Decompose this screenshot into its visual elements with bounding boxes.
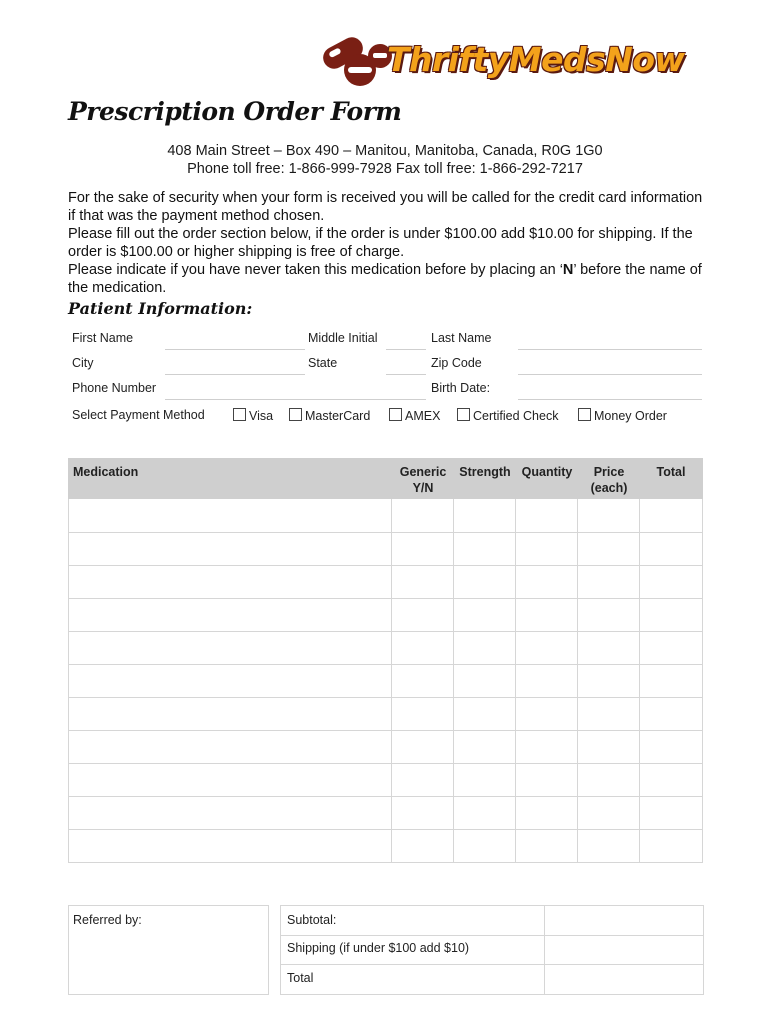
instruction-shipping: Please fill out the order section below, if the order is under $100.00 add $10.00 for shipping. If the order is $100.00 or higher shipping is free of charge.	[68, 226, 693, 260]
zip-code-label: Zip Code	[431, 356, 482, 370]
middle-initial-field[interactable]	[386, 349, 426, 350]
table-row-divider	[68, 730, 703, 731]
amex-label: AMEX	[405, 409, 441, 423]
checkbox[interactable]	[457, 408, 470, 421]
payment-method-label: Select Payment Method	[72, 408, 205, 422]
table-row-divider	[68, 796, 703, 797]
header-price	[579, 464, 639, 496]
referred-by-label: Referred by:	[73, 913, 142, 927]
table-row-divider	[68, 664, 703, 665]
zip-code-field[interactable]	[518, 374, 702, 375]
payment-option-visa[interactable]	[233, 408, 273, 423]
table-row-divider	[68, 532, 703, 533]
header-medication: Medication	[73, 465, 139, 479]
birth-date-field[interactable]	[518, 399, 702, 400]
middle-initial-label: Middle Initial	[308, 331, 378, 345]
column-divider	[453, 499, 454, 862]
subtotal-field[interactable]	[545, 906, 703, 935]
state-field[interactable]	[386, 374, 426, 375]
column-divider	[639, 499, 640, 862]
visa-label: Visa	[249, 409, 274, 423]
patient-info-heading: Patient Information:	[68, 299, 253, 318]
checkbox[interactable]	[289, 408, 302, 421]
total-field[interactable]	[545, 965, 703, 994]
column-divider	[702, 499, 703, 862]
medication-table-header	[68, 458, 703, 499]
checkbox[interactable]	[233, 408, 246, 421]
header-strength: Strength	[459, 465, 511, 479]
subtotal-label: Subtotal:	[287, 913, 337, 927]
table-row-divider	[68, 565, 703, 566]
header-generic-line2: Y/N	[412, 481, 434, 495]
payment-option-money-order[interactable]	[578, 408, 667, 423]
table-row-divider	[68, 631, 703, 632]
city-label: City	[72, 356, 94, 370]
first-name-field[interactable]	[165, 349, 305, 350]
payment-option-certified-check[interactable]	[457, 408, 558, 423]
header-generic-line1: Generic	[399, 465, 447, 479]
referred-by-box[interactable]	[68, 905, 269, 995]
page-title: Prescription Order Form	[68, 97, 402, 126]
pill-icon	[320, 33, 392, 86]
phone-number-field[interactable]	[165, 399, 426, 400]
instruction-new-medication	[68, 261, 708, 297]
instruction-text-end: ’ before the name of the medication.	[68, 262, 702, 296]
birth-date-label: Birth Date:	[431, 381, 491, 395]
column-divider	[515, 499, 516, 862]
money-order-label: Money Order	[594, 409, 667, 423]
phone-fax-line: Phone toll free: 1-866-999-7928 Fax toll free: 1-866-292-7217	[187, 161, 583, 177]
instructions	[68, 189, 708, 297]
total-label: Total	[287, 971, 314, 985]
totals-box	[280, 905, 704, 995]
mastercard-label: MasterCard	[305, 409, 371, 423]
header-price-line2: (each)	[590, 481, 628, 495]
header-quantity: Quantity	[521, 465, 573, 479]
instruction-security: For the sake of security when your form is received you will be called for the credit card information if that was the payment method chosen.	[68, 190, 703, 224]
state-label: State	[308, 356, 338, 370]
city-field[interactable]	[165, 374, 305, 375]
header-total: Total	[656, 465, 686, 479]
table-row-divider	[68, 763, 703, 764]
medication-table-body	[68, 499, 703, 862]
table-row-divider	[68, 862, 703, 863]
table-row-divider	[68, 829, 703, 830]
checkbox[interactable]	[389, 408, 402, 421]
instruction-marker: N	[562, 262, 574, 278]
header-generic	[394, 464, 452, 496]
header-price-line1: Price	[593, 465, 625, 479]
certified-check-label: Certified Check	[473, 409, 559, 423]
phone-number-label: Phone Number	[72, 381, 157, 395]
logo-wordmark: ThriftyMedsNow	[387, 40, 685, 79]
shipping-label: Shipping (if under $100 add $10)	[287, 941, 470, 955]
shipping-field[interactable]	[545, 936, 703, 964]
last-name-label: Last Name	[431, 331, 492, 345]
first-name-label: First Name	[72, 331, 134, 345]
column-divider	[68, 499, 69, 862]
column-divider	[577, 499, 578, 862]
payment-option-amex[interactable]	[389, 408, 440, 423]
column-divider	[391, 499, 392, 862]
payment-option-mastercard[interactable]	[289, 408, 370, 423]
instruction-text: Please indicate if you have never taken this medication before by placing an ‘	[68, 262, 563, 278]
table-row-divider	[68, 598, 703, 599]
address-line: 408 Main Street – Box 490 – Manitou, Manitoba, Canada, R0G 1G0	[167, 143, 603, 159]
checkbox[interactable]	[578, 408, 591, 421]
last-name-field[interactable]	[518, 349, 702, 350]
table-row-divider	[68, 697, 703, 698]
